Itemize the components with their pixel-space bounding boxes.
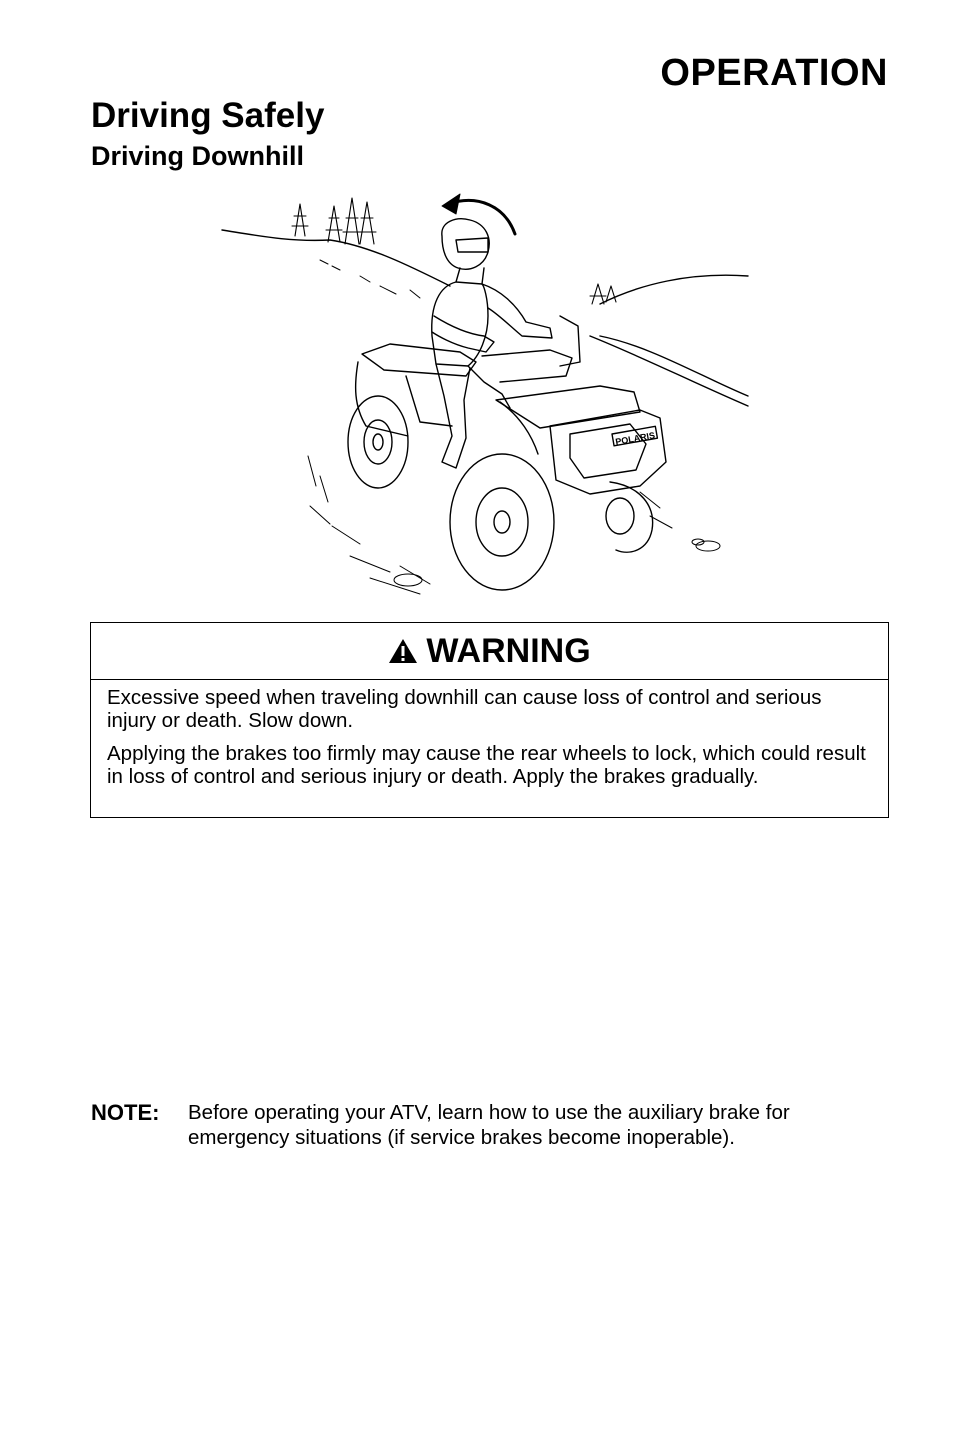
wheel-front-left xyxy=(450,454,554,590)
warning-paragraph-1: Excessive speed when traveling downhill can cause loss of control and serious injury or death. Slow down. xyxy=(107,686,822,732)
atv-brand-label: POLARIS xyxy=(614,430,656,447)
atv xyxy=(348,316,666,590)
warning-header xyxy=(91,623,888,680)
hill-line-right xyxy=(600,275,748,304)
page-subheading: Driving Downhill xyxy=(91,141,304,171)
page-heading: Driving Safely xyxy=(91,96,325,135)
warning-triangle-icon xyxy=(388,638,418,664)
section-title: OPERATION xyxy=(660,52,888,94)
rock-right xyxy=(696,541,720,551)
hill-line-left xyxy=(222,230,450,286)
wheel-front-right xyxy=(610,482,653,552)
turn-arrowhead xyxy=(442,194,460,214)
note-text: Before operating your ATV, learn how to use the auxiliary brake for emergency situations (if service brakes become inoperable). xyxy=(188,1101,790,1149)
hill-line-lower xyxy=(590,336,748,406)
wheel-rear xyxy=(348,396,408,488)
note-label: NOTE: xyxy=(91,1100,160,1125)
warning-box xyxy=(90,622,889,818)
atv-downhill-illustration xyxy=(220,186,750,606)
warning-title: WARNING xyxy=(426,631,591,670)
hill-slope xyxy=(600,336,748,396)
pine-trees xyxy=(292,198,616,304)
rider xyxy=(432,219,552,468)
rock-left xyxy=(394,574,422,586)
warning-paragraph-2: Applying the brakes too firmly may cause the rear wheels to lock, which could result in loss of control and serious injury or death. Apply the brakes gradually. xyxy=(107,742,866,788)
note xyxy=(91,1100,891,1150)
warning-body xyxy=(91,680,888,788)
